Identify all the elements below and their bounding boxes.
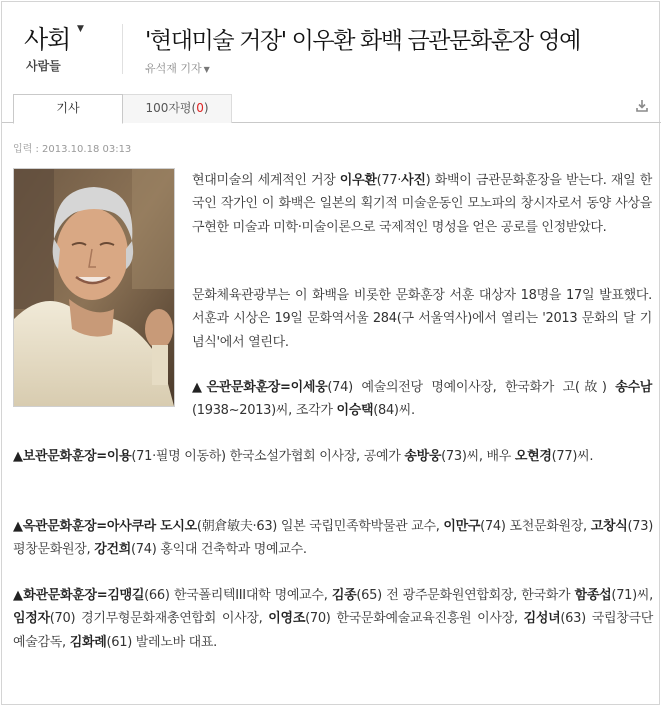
text-run: (1938~2013)씨, 조각가 bbox=[192, 403, 337, 419]
article-photo bbox=[13, 168, 175, 407]
bold-name: ▲은관문화훈장=이세웅 bbox=[192, 380, 328, 395]
download-icon[interactable] bbox=[635, 99, 649, 113]
article-paragraph-6 bbox=[13, 584, 653, 654]
tab-comments[interactable] bbox=[123, 94, 232, 123]
caret-down-icon[interactable]: ▼ bbox=[77, 24, 84, 34]
text-run: (66) 한국폴리텍III대학 명예교수, bbox=[144, 588, 332, 603]
bold-name: 오현경 bbox=[514, 449, 552, 464]
text-run: (84)씨. bbox=[373, 403, 415, 419]
bold-name: 송수남 bbox=[615, 380, 652, 395]
publish-date: 입력 : 2013.10.18 03:13 bbox=[13, 144, 132, 155]
bold-name: 이만구 bbox=[443, 519, 481, 534]
text-run: (朝倉敏夫·63) 일본 국립민족학박물관 교수, bbox=[196, 519, 444, 534]
bold-name: 이우환 bbox=[339, 173, 377, 188]
bold-name: 이승택 bbox=[336, 403, 374, 419]
reporter-name[interactable]: 유석재 기자 bbox=[145, 62, 202, 75]
section-name[interactable]: 사회 bbox=[24, 25, 71, 54]
article-header bbox=[2, 2, 661, 86]
chevron-down-icon[interactable]: ▼ bbox=[203, 65, 210, 74]
text-run: 현대미술의 세계적인 거장 bbox=[192, 173, 340, 188]
header-divider bbox=[122, 24, 123, 74]
article-title: '현대미술 거장' 이우환 화백 금관문화훈장 영예 bbox=[145, 28, 580, 54]
text-run: (63) 국립창극단 예술감독, bbox=[13, 611, 654, 650]
byline[interactable] bbox=[145, 60, 210, 76]
article-tabs bbox=[2, 94, 661, 123]
bold-name: 사진 bbox=[401, 173, 426, 188]
bold-name: 김성녀 bbox=[523, 611, 561, 627]
text-run: ) 화백이 금관문화훈장을 받는다. 재일 한국인 작가인 이 화백은 일본의 획기적 미술운동인 모노파의 창시자로서 동양 사상을 구현한 미술과 미학·미술이론으로 국제적인 명성을 얻은 공로를 인정받았다. bbox=[192, 173, 652, 235]
text-run: 문화체육관광부는 이 화백을 비롯한 문화훈장 서훈 대상자 18명을 17일 발표했다. 서훈과 시상은 19일 문화역서울 284(구 서울역사)에서 열리는 '2013 문화의 달 기념식'에서 열린다. bbox=[192, 288, 652, 350]
text-run: (61) 발레노바 대표. bbox=[106, 634, 218, 650]
article-paragraph-2 bbox=[192, 284, 652, 354]
article-paragraph-1 bbox=[192, 169, 652, 239]
text-run: (77· bbox=[376, 173, 402, 188]
bold-name: 임정자 bbox=[13, 611, 50, 627]
text-run: (71)씨, bbox=[611, 588, 653, 603]
text-run: (74) 예술의전당 명예이사장, 한국화가 고(故) bbox=[327, 380, 616, 395]
bold-name: ▲보관문화훈장=이용 bbox=[13, 449, 132, 464]
bold-name: ▲화관문화훈장=김맹길 bbox=[13, 588, 145, 603]
bold-name: 김종 bbox=[331, 588, 357, 603]
comments-count: 0 bbox=[196, 101, 204, 115]
article-paragraph-5 bbox=[13, 515, 653, 562]
text-run: (65) 전 광주문화원연합회장, 한국화가 bbox=[356, 588, 575, 603]
comments-open-paren: ( bbox=[191, 101, 197, 115]
comments-close-paren: ) bbox=[203, 101, 209, 115]
text-run: (74) 포천문화원장, bbox=[480, 519, 591, 534]
article-paragraph-4 bbox=[13, 445, 653, 468]
tab-article[interactable] bbox=[13, 94, 123, 124]
tab-comments-label: 100자평 bbox=[145, 101, 192, 115]
text-run: (73)씨, 배우 bbox=[441, 449, 515, 464]
bold-name: ▲옥관문화훈장=아사쿠라 도시오 bbox=[13, 519, 197, 534]
bold-name: 함종섭 bbox=[574, 588, 612, 603]
article-frame bbox=[1, 1, 660, 705]
section-subcategory[interactable]: 사람들 bbox=[26, 59, 61, 73]
bold-name: 강건희 bbox=[94, 542, 131, 558]
bold-name: 고창식 bbox=[590, 519, 628, 534]
tab-article-label: 기사 bbox=[56, 101, 80, 115]
article-paragraph-3 bbox=[192, 376, 652, 423]
text-run: (74) 홍익대 건축학과 명예교수. bbox=[131, 542, 307, 558]
text-run: (71·필명 이동하) 한국소설가협회 이사장, 공예가 bbox=[131, 449, 405, 464]
text-run: (70) 경기무형문화재총연합회 이사장, bbox=[49, 611, 269, 627]
bold-name: 이영조 bbox=[268, 611, 306, 627]
text-run: (73) 평창문화원장, bbox=[13, 519, 654, 558]
bold-name: 송방웅 bbox=[404, 449, 442, 464]
text-run: (70) 한국문화예술교육진흥원 이사장, bbox=[305, 611, 524, 627]
portrait-image bbox=[14, 169, 174, 406]
text-run: (77)씨. bbox=[551, 449, 594, 464]
bold-name: 김화례 bbox=[69, 634, 107, 650]
